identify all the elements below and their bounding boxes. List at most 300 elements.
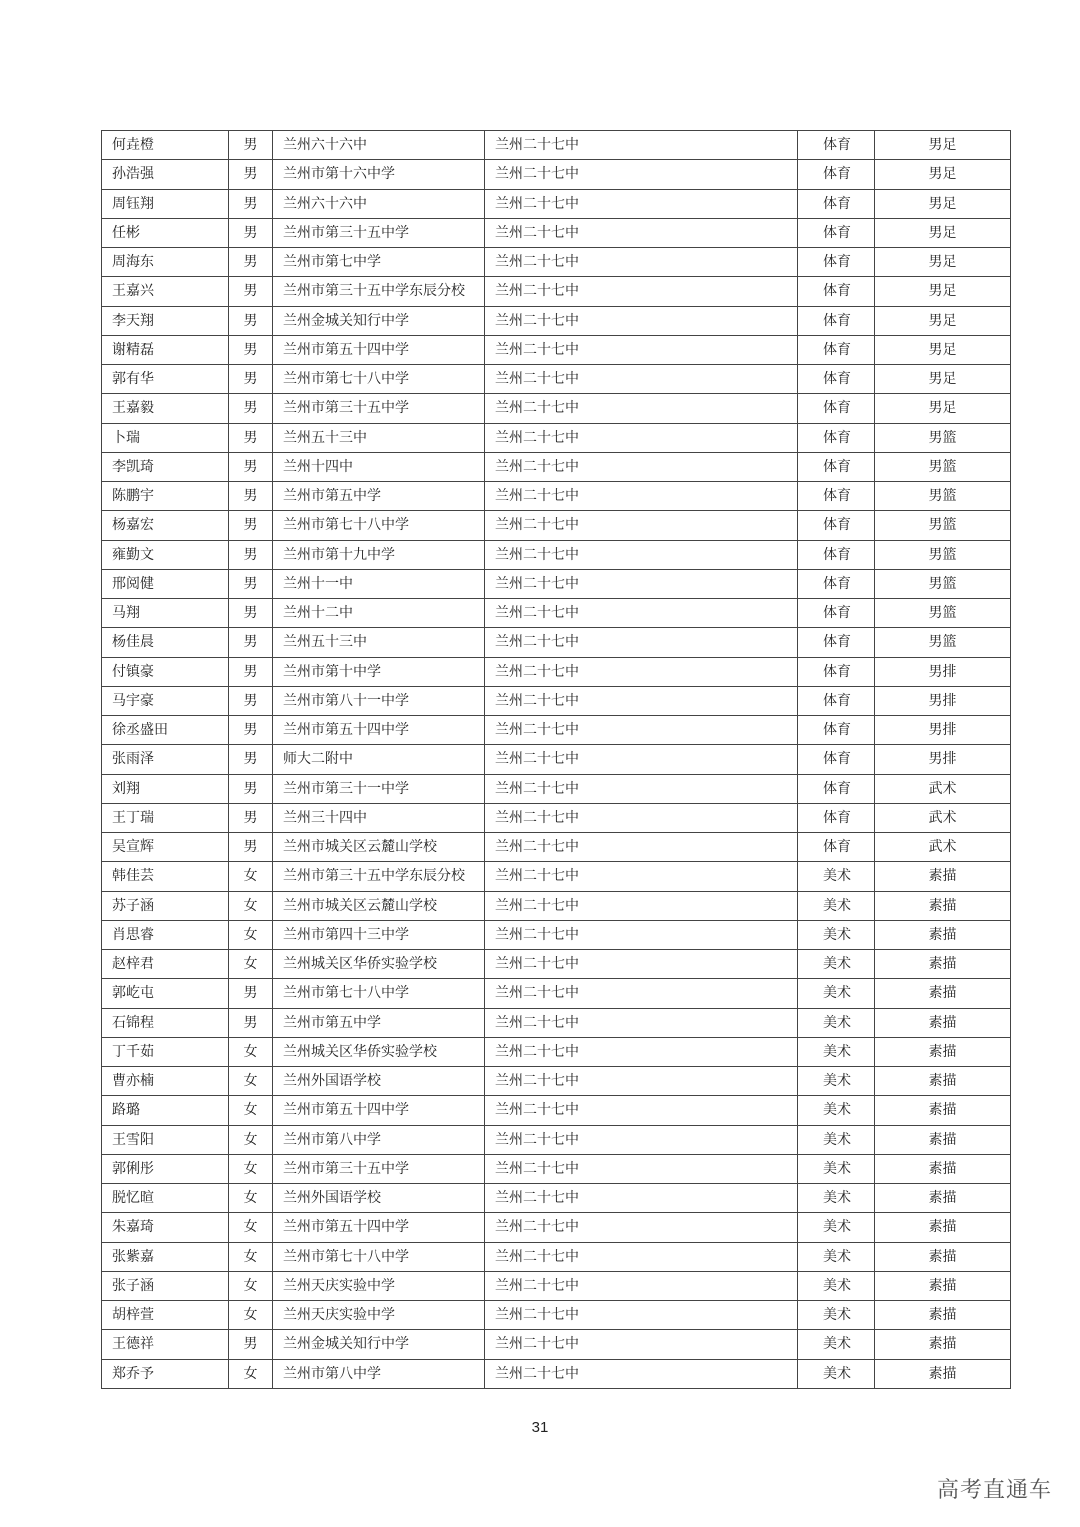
junior-school-cell: 兰州市第七十八中学 <box>273 511 485 540</box>
junior-school-cell: 兰州市第五十四中学 <box>273 335 485 364</box>
junior-school-cell: 兰州金城关知行中学 <box>273 306 485 335</box>
junior-school-cell: 兰州五十三中 <box>273 423 485 452</box>
category-cell: 美术 <box>798 1008 875 1037</box>
table-row <box>102 335 1011 364</box>
admitting-school-cell: 兰州二十七中 <box>485 394 798 423</box>
category-cell: 美术 <box>798 1301 875 1330</box>
category-cell: 体育 <box>798 189 875 218</box>
admitting-school-cell: 兰州二十七中 <box>485 189 798 218</box>
category-cell: 体育 <box>798 335 875 364</box>
student-name-cell: 孙浩强 <box>102 160 229 189</box>
junior-school-cell: 兰州六十六中 <box>273 189 485 218</box>
specialty-cell: 男篮 <box>875 569 1011 598</box>
student-name-cell: 李凯琦 <box>102 452 229 481</box>
student-name-cell: 徐丞盛田 <box>102 716 229 745</box>
junior-school-cell: 兰州三十四中 <box>273 803 485 832</box>
student-name-cell: 赵梓君 <box>102 950 229 979</box>
admitting-school-cell: 兰州二十七中 <box>485 540 798 569</box>
table-row <box>102 1037 1011 1066</box>
specialty-cell: 素描 <box>875 1096 1011 1125</box>
student-name-cell: 周海东 <box>102 248 229 277</box>
table-row <box>102 569 1011 598</box>
student-name-cell: 刘翔 <box>102 774 229 803</box>
specialty-cell: 男足 <box>875 335 1011 364</box>
table-row <box>102 394 1011 423</box>
gender-cell: 男 <box>229 1008 273 1037</box>
admitting-school-cell: 兰州二十七中 <box>485 1242 798 1271</box>
category-cell: 美术 <box>798 1067 875 1096</box>
category-cell: 美术 <box>798 1213 875 1242</box>
student-name-cell: 郭屹屯 <box>102 979 229 1008</box>
student-name-cell: 朱嘉琦 <box>102 1213 229 1242</box>
specialty-cell: 素描 <box>875 1301 1011 1330</box>
table-row <box>102 1184 1011 1213</box>
specialty-cell: 素描 <box>875 1008 1011 1037</box>
category-cell: 美术 <box>798 979 875 1008</box>
specialty-cell: 男足 <box>875 306 1011 335</box>
junior-school-cell: 兰州市第七中学 <box>273 248 485 277</box>
specialty-cell: 武术 <box>875 774 1011 803</box>
category-cell: 体育 <box>798 306 875 335</box>
student-name-cell: 石锦程 <box>102 1008 229 1037</box>
admitting-school-cell: 兰州二十七中 <box>485 979 798 1008</box>
admitting-school-cell: 兰州二十七中 <box>485 803 798 832</box>
junior-school-cell: 兰州市第十九中学 <box>273 540 485 569</box>
gender-cell: 女 <box>229 1067 273 1096</box>
category-cell: 体育 <box>798 365 875 394</box>
gender-cell: 男 <box>229 248 273 277</box>
junior-school-cell: 兰州六十六中 <box>273 131 485 160</box>
gender-cell: 男 <box>229 979 273 1008</box>
table-row <box>102 920 1011 949</box>
student-name-cell: 张子涵 <box>102 1271 229 1300</box>
student-name-cell: 任彬 <box>102 218 229 247</box>
gender-cell: 女 <box>229 1242 273 1271</box>
gender-cell: 女 <box>229 920 273 949</box>
table-row <box>102 803 1011 832</box>
table-row <box>102 833 1011 862</box>
junior-school-cell: 兰州市第七十八中学 <box>273 365 485 394</box>
page-number: 31 <box>531 1419 549 1436</box>
junior-school-cell: 兰州城关区华侨实验学校 <box>273 1037 485 1066</box>
category-cell: 体育 <box>798 218 875 247</box>
specialty-cell: 男排 <box>875 657 1011 686</box>
student-name-cell: 马宇豪 <box>102 686 229 715</box>
admitting-school-cell: 兰州二十七中 <box>485 1154 798 1183</box>
student-name-cell: 韩佳芸 <box>102 862 229 891</box>
student-name-cell: 王嘉毅 <box>102 394 229 423</box>
gender-cell: 女 <box>229 1096 273 1125</box>
junior-school-cell: 兰州城关区华侨实验学校 <box>273 950 485 979</box>
admitting-school-cell: 兰州二十七中 <box>485 277 798 306</box>
admitting-school-cell: 兰州二十七中 <box>485 599 798 628</box>
admitting-school-cell: 兰州二十七中 <box>485 452 798 481</box>
table-row <box>102 657 1011 686</box>
specialty-cell: 男足 <box>875 218 1011 247</box>
category-cell: 体育 <box>798 628 875 657</box>
junior-school-cell: 兰州五十三中 <box>273 628 485 657</box>
category-cell: 体育 <box>798 686 875 715</box>
gender-cell: 女 <box>229 1301 273 1330</box>
table-row <box>102 686 1011 715</box>
table-row <box>102 511 1011 540</box>
admitting-school-cell: 兰州二十七中 <box>485 628 798 657</box>
junior-school-cell: 兰州市第七十八中学 <box>273 979 485 1008</box>
specialty-cell: 素描 <box>875 1037 1011 1066</box>
junior-school-cell: 兰州天庆实验中学 <box>273 1271 485 1300</box>
category-cell: 美术 <box>798 891 875 920</box>
admitting-school-cell: 兰州二十七中 <box>485 306 798 335</box>
junior-school-cell: 兰州市第五十四中学 <box>273 716 485 745</box>
junior-school-cell: 兰州市第四十三中学 <box>273 920 485 949</box>
gender-cell: 男 <box>229 599 273 628</box>
gender-cell: 女 <box>229 1154 273 1183</box>
admitting-school-cell: 兰州二十七中 <box>485 218 798 247</box>
junior-school-cell: 兰州外国语学校 <box>273 1184 485 1213</box>
gender-cell: 男 <box>229 277 273 306</box>
student-name-cell: 雍勤文 <box>102 540 229 569</box>
category-cell: 美术 <box>798 1359 875 1388</box>
gender-cell: 男 <box>229 716 273 745</box>
table-row <box>102 423 1011 452</box>
admitting-school-cell: 兰州二十七中 <box>485 423 798 452</box>
junior-school-cell: 兰州市第三十五中学东辰分校 <box>273 862 485 891</box>
category-cell: 体育 <box>798 511 875 540</box>
gender-cell: 女 <box>229 1125 273 1154</box>
student-name-cell: 丁千茹 <box>102 1037 229 1066</box>
gender-cell: 男 <box>229 511 273 540</box>
junior-school-cell: 兰州市第三十五中学 <box>273 1154 485 1183</box>
table-row <box>102 950 1011 979</box>
specialty-cell: 素描 <box>875 1359 1011 1388</box>
table-row <box>102 745 1011 774</box>
table-row <box>102 1096 1011 1125</box>
gender-cell: 男 <box>229 833 273 862</box>
student-name-cell: 马翔 <box>102 599 229 628</box>
gender-cell: 男 <box>229 1330 273 1359</box>
category-cell: 体育 <box>798 569 875 598</box>
category-cell: 体育 <box>798 803 875 832</box>
gender-cell: 男 <box>229 452 273 481</box>
admitting-school-cell: 兰州二十七中 <box>485 1096 798 1125</box>
student-name-cell: 郭俐彤 <box>102 1154 229 1183</box>
specialty-cell: 男排 <box>875 716 1011 745</box>
specialty-cell: 男篮 <box>875 540 1011 569</box>
table-row <box>102 1242 1011 1271</box>
table-row <box>102 1154 1011 1183</box>
student-name-cell: 张雨泽 <box>102 745 229 774</box>
specialty-cell: 男足 <box>875 365 1011 394</box>
admitting-school-cell: 兰州二十七中 <box>485 1037 798 1066</box>
specialty-cell: 男足 <box>875 131 1011 160</box>
junior-school-cell: 兰州市第八中学 <box>273 1359 485 1388</box>
student-name-cell: 王德祥 <box>102 1330 229 1359</box>
specialty-cell: 素描 <box>875 1184 1011 1213</box>
category-cell: 美术 <box>798 950 875 979</box>
specialty-cell: 素描 <box>875 1154 1011 1183</box>
category-cell: 美术 <box>798 920 875 949</box>
admitting-school-cell: 兰州二十七中 <box>485 511 798 540</box>
specialty-cell: 男篮 <box>875 511 1011 540</box>
table-row <box>102 248 1011 277</box>
gender-cell: 男 <box>229 131 273 160</box>
category-cell: 体育 <box>798 833 875 862</box>
junior-school-cell: 兰州外国语学校 <box>273 1067 485 1096</box>
junior-school-cell: 兰州市第三十五中学 <box>273 218 485 247</box>
junior-school-cell: 兰州市第三十五中学东辰分校 <box>273 277 485 306</box>
table-row <box>102 540 1011 569</box>
admitting-school-cell: 兰州二十七中 <box>485 862 798 891</box>
specialty-cell: 素描 <box>875 979 1011 1008</box>
student-name-cell: 胡梓萱 <box>102 1301 229 1330</box>
specialty-cell: 素描 <box>875 891 1011 920</box>
student-name-cell: 杨佳晨 <box>102 628 229 657</box>
student-name-cell: 肖思睿 <box>102 920 229 949</box>
category-cell: 体育 <box>798 160 875 189</box>
junior-school-cell: 兰州市第七十八中学 <box>273 1242 485 1271</box>
specialty-cell: 男篮 <box>875 452 1011 481</box>
specialty-cell: 男足 <box>875 160 1011 189</box>
category-cell: 体育 <box>798 657 875 686</box>
specialty-cell: 男篮 <box>875 423 1011 452</box>
specialty-cell: 素描 <box>875 920 1011 949</box>
admitting-school-cell: 兰州二十七中 <box>485 686 798 715</box>
junior-school-cell: 兰州十四中 <box>273 452 485 481</box>
specialty-cell: 素描 <box>875 1242 1011 1271</box>
table-row <box>102 862 1011 891</box>
table-row <box>102 891 1011 920</box>
student-name-cell: 王嘉兴 <box>102 277 229 306</box>
specialty-cell: 武术 <box>875 803 1011 832</box>
gender-cell: 男 <box>229 306 273 335</box>
specialty-cell: 素描 <box>875 1271 1011 1300</box>
student-name-cell: 周钰翔 <box>102 189 229 218</box>
gender-cell: 男 <box>229 569 273 598</box>
category-cell: 体育 <box>798 394 875 423</box>
junior-school-cell: 兰州市第五十四中学 <box>273 1213 485 1242</box>
table-row <box>102 452 1011 481</box>
student-name-cell: 李天翔 <box>102 306 229 335</box>
gender-cell: 男 <box>229 365 273 394</box>
student-name-cell: 何垚橙 <box>102 131 229 160</box>
table-row <box>102 628 1011 657</box>
admitting-school-cell: 兰州二十七中 <box>485 774 798 803</box>
student-name-cell: 陈鹏宇 <box>102 482 229 511</box>
student-name-cell: 张紫嘉 <box>102 1242 229 1271</box>
admitting-school-cell: 兰州二十七中 <box>485 1359 798 1388</box>
gender-cell: 女 <box>229 1359 273 1388</box>
admitting-school-cell: 兰州二十七中 <box>485 335 798 364</box>
junior-school-cell: 兰州市第三十一中学 <box>273 774 485 803</box>
student-name-cell: 吴宣辉 <box>102 833 229 862</box>
category-cell: 美术 <box>798 1184 875 1213</box>
table-row <box>102 1067 1011 1096</box>
category-cell: 体育 <box>798 716 875 745</box>
admitting-school-cell: 兰州二十七中 <box>485 716 798 745</box>
category-cell: 美术 <box>798 1154 875 1183</box>
student-name-cell: 郑乔予 <box>102 1359 229 1388</box>
table-row <box>102 365 1011 394</box>
student-name-cell: 苏子涵 <box>102 891 229 920</box>
roster-body <box>102 131 1011 1389</box>
admitting-school-cell: 兰州二十七中 <box>485 1213 798 1242</box>
specialty-cell: 素描 <box>875 1125 1011 1154</box>
student-name-cell: 王雪阳 <box>102 1125 229 1154</box>
gender-cell: 男 <box>229 335 273 364</box>
junior-school-cell: 兰州天庆实验中学 <box>273 1301 485 1330</box>
gender-cell: 男 <box>229 423 273 452</box>
gender-cell: 男 <box>229 774 273 803</box>
gender-cell: 男 <box>229 394 273 423</box>
admitting-school-cell: 兰州二十七中 <box>485 1301 798 1330</box>
category-cell: 美术 <box>798 862 875 891</box>
table-row <box>102 599 1011 628</box>
admitting-school-cell: 兰州二十七中 <box>485 833 798 862</box>
table-row <box>102 189 1011 218</box>
specialty-cell: 男足 <box>875 394 1011 423</box>
gender-cell: 女 <box>229 862 273 891</box>
specialty-cell: 素描 <box>875 1213 1011 1242</box>
admitting-school-cell: 兰州二十七中 <box>485 1125 798 1154</box>
category-cell: 美术 <box>798 1125 875 1154</box>
specialty-cell: 素描 <box>875 862 1011 891</box>
category-cell: 体育 <box>798 599 875 628</box>
category-cell: 体育 <box>798 482 875 511</box>
category-cell: 美术 <box>798 1037 875 1066</box>
admitting-school-cell: 兰州二十七中 <box>485 891 798 920</box>
admitting-school-cell: 兰州二十七中 <box>485 365 798 394</box>
gender-cell: 女 <box>229 1037 273 1066</box>
admitting-school-cell: 兰州二十七中 <box>485 745 798 774</box>
gender-cell: 男 <box>229 803 273 832</box>
student-name-cell: 谢精磊 <box>102 335 229 364</box>
table-row <box>102 716 1011 745</box>
student-name-cell: 付镇豪 <box>102 657 229 686</box>
table-row <box>102 1330 1011 1359</box>
admitting-school-cell: 兰州二十七中 <box>485 1008 798 1037</box>
junior-school-cell: 师大二附中 <box>273 745 485 774</box>
junior-school-cell: 兰州市第五十四中学 <box>273 1096 485 1125</box>
student-name-cell: 卜瑞 <box>102 423 229 452</box>
table-row <box>102 774 1011 803</box>
category-cell: 体育 <box>798 745 875 774</box>
gender-cell: 女 <box>229 1213 273 1242</box>
gender-cell: 女 <box>229 891 273 920</box>
admitting-school-cell: 兰州二十七中 <box>485 1271 798 1300</box>
specialty-cell: 男篮 <box>875 599 1011 628</box>
table-row <box>102 277 1011 306</box>
category-cell: 美术 <box>798 1242 875 1271</box>
student-name-cell: 曹亦楠 <box>102 1067 229 1096</box>
admitting-school-cell: 兰州二十七中 <box>485 160 798 189</box>
junior-school-cell: 兰州十二中 <box>273 599 485 628</box>
junior-school-cell: 兰州市第十六中学 <box>273 160 485 189</box>
table-row <box>102 306 1011 335</box>
admitting-school-cell: 兰州二十七中 <box>485 569 798 598</box>
admitting-school-cell: 兰州二十七中 <box>485 1330 798 1359</box>
table-row <box>102 1301 1011 1330</box>
watermark: 高考直通车 <box>936 1478 1052 1503</box>
specialty-cell: 男篮 <box>875 628 1011 657</box>
junior-school-cell: 兰州市第八十一中学 <box>273 686 485 715</box>
category-cell: 体育 <box>798 774 875 803</box>
specialty-cell: 素描 <box>875 950 1011 979</box>
category-cell: 美术 <box>798 1330 875 1359</box>
junior-school-cell: 兰州市第五中学 <box>273 1008 485 1037</box>
gender-cell: 男 <box>229 657 273 686</box>
table-row <box>102 160 1011 189</box>
category-cell: 体育 <box>798 452 875 481</box>
junior-school-cell: 兰州市城关区云麓山学校 <box>273 891 485 920</box>
category-cell: 美术 <box>798 1271 875 1300</box>
admitting-school-cell: 兰州二十七中 <box>485 248 798 277</box>
gender-cell: 男 <box>229 686 273 715</box>
admitting-school-cell: 兰州二十七中 <box>485 657 798 686</box>
gender-cell: 男 <box>229 218 273 247</box>
gender-cell: 女 <box>229 950 273 979</box>
specialty-cell: 男足 <box>875 189 1011 218</box>
specialty-cell: 男排 <box>875 745 1011 774</box>
junior-school-cell: 兰州十一中 <box>273 569 485 598</box>
student-roster-table <box>101 130 1011 1389</box>
student-name-cell: 杨嘉宏 <box>102 511 229 540</box>
specialty-cell: 男足 <box>875 248 1011 277</box>
gender-cell: 女 <box>229 1184 273 1213</box>
junior-school-cell: 兰州市城关区云麓山学校 <box>273 833 485 862</box>
category-cell: 体育 <box>798 131 875 160</box>
table-row <box>102 1271 1011 1300</box>
student-name-cell: 邢阅健 <box>102 569 229 598</box>
admitting-school-cell: 兰州二十七中 <box>485 482 798 511</box>
gender-cell: 男 <box>229 628 273 657</box>
admitting-school-cell: 兰州二十七中 <box>485 131 798 160</box>
student-name-cell: 脱忆暄 <box>102 1184 229 1213</box>
category-cell: 体育 <box>798 540 875 569</box>
specialty-cell: 武术 <box>875 833 1011 862</box>
specialty-cell: 男篮 <box>875 482 1011 511</box>
admitting-school-cell: 兰州二十七中 <box>485 1067 798 1096</box>
table-row <box>102 482 1011 511</box>
table-row <box>102 1125 1011 1154</box>
student-name-cell: 王丁瑞 <box>102 803 229 832</box>
gender-cell: 男 <box>229 540 273 569</box>
gender-cell: 女 <box>229 1271 273 1300</box>
junior-school-cell: 兰州市第三十五中学 <box>273 394 485 423</box>
specialty-cell: 素描 <box>875 1067 1011 1096</box>
specialty-cell: 男排 <box>875 686 1011 715</box>
junior-school-cell: 兰州市第八中学 <box>273 1125 485 1154</box>
specialty-cell: 素描 <box>875 1330 1011 1359</box>
table-row <box>102 1359 1011 1388</box>
admitting-school-cell: 兰州二十七中 <box>485 950 798 979</box>
table-row <box>102 1213 1011 1242</box>
admitting-school-cell: 兰州二十七中 <box>485 1184 798 1213</box>
table-row <box>102 218 1011 247</box>
gender-cell: 男 <box>229 482 273 511</box>
category-cell: 体育 <box>798 248 875 277</box>
category-cell: 美术 <box>798 1096 875 1125</box>
table-row <box>102 1008 1011 1037</box>
table-row <box>102 131 1011 160</box>
student-name-cell: 郭有华 <box>102 365 229 394</box>
junior-school-cell: 兰州金城关知行中学 <box>273 1330 485 1359</box>
specialty-cell: 男足 <box>875 277 1011 306</box>
gender-cell: 男 <box>229 189 273 218</box>
junior-school-cell: 兰州市第十中学 <box>273 657 485 686</box>
table-row <box>102 979 1011 1008</box>
student-name-cell: 路璐 <box>102 1096 229 1125</box>
gender-cell: 男 <box>229 745 273 774</box>
